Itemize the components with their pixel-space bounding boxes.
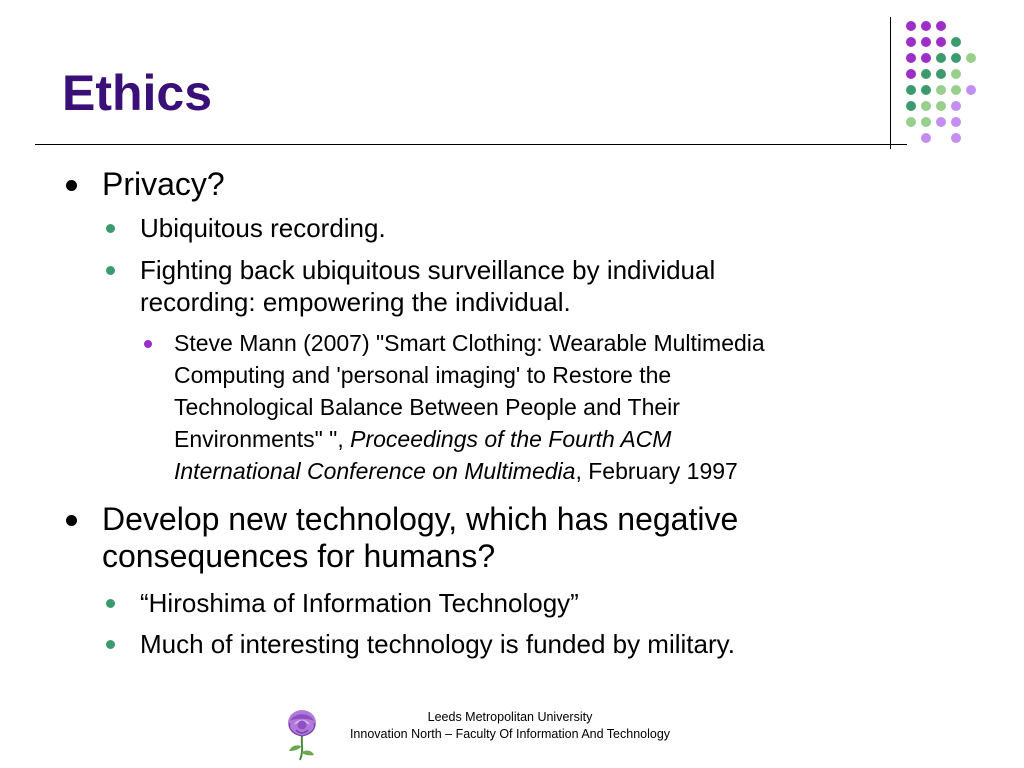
citation-conference: International Conference on Multimedia (174, 458, 576, 484)
citation-text: Environments" ", (174, 426, 351, 452)
bullet-dot-icon (66, 515, 77, 526)
bullet-text: “Hiroshima of Information Technology” (140, 588, 579, 618)
citation-proceedings: Proceedings of the Fourth ACM (350, 426, 672, 452)
citation-line4 (174, 423, 671, 455)
footer (320, 709, 700, 743)
bullet-text: Ubiquitous recording. (140, 213, 386, 243)
bullet-text-line1: Fighting back ubiquitous surveillance by individual (140, 255, 716, 285)
footer-faculty: Innovation North – Faculty Of Information And Technology (349, 727, 671, 741)
bullet-dot-icon (106, 266, 115, 275)
bullet-dot-icon (66, 180, 77, 191)
bullet-text: Much of interesting technology is funded by military. (140, 629, 735, 659)
bullet-text: Privacy? (102, 166, 225, 202)
citation-line3: Technological Balance Between People and Their (174, 394, 680, 420)
bullet-dot-icon (106, 640, 115, 649)
footer-university: Leeds Metropolitan University (427, 710, 593, 724)
bullet-dot-icon (144, 340, 152, 348)
slide-title: Ethics (62, 65, 213, 121)
citation-line1: Steve Mann (2007) "Smart Clothing: Wearable Multimedia (174, 330, 765, 356)
citation-line2: Computing and 'personal imaging' to Restore the (174, 362, 672, 388)
citation-line5 (174, 455, 738, 487)
bullet-text-line2: consequences for humans? (102, 538, 496, 574)
citation-date: , February 1997 (575, 458, 738, 484)
rose-logo-icon (282, 706, 322, 762)
bullet-dot-icon (106, 599, 115, 608)
bullet-text-line1: Develop new technology, which has negative (102, 501, 739, 537)
bullet-dot-icon (106, 224, 115, 233)
bullet-text-line2: recording: empowering the individual. (140, 287, 571, 317)
